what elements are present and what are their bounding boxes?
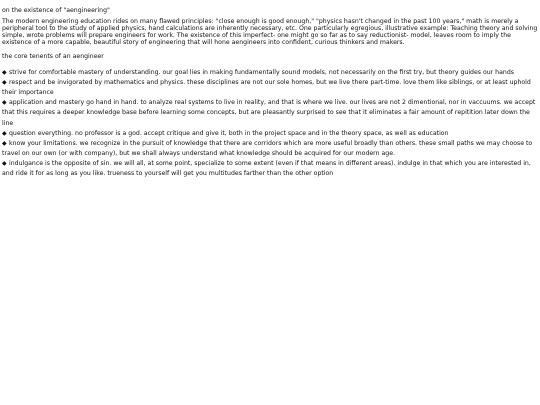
intro-paragraph: The modern engineering education rides on many flawed principles: "close enough is good enough," "physics hasn't changed in the past 100 years," math is merely a peripheral tool to the study of applied physics, hand calculations are inherently necessary, etc. One particularly egregious, illustrative example: Teaching theory and solving simple, wrote problems will prepare engineers for work. The existence of this imperfect- one might go so far as to say reductionist- model, leaves room to imply the existence of a more capable, beautiful story of engineering that will hone aengineers into confident, curious thinkers and makers. bbox=[2, 18, 538, 46]
tenets-list bbox=[2, 68, 538, 179]
tenet-text: know your limitations. we recognize in the pursuit of knowledge that there are corridors which are more useful broadly than others. these small paths we may choose to travel on our own (or with company), but we shall always understand what knowledge should be acquired for our modern age. bbox=[2, 139, 533, 157]
diamond-bullet-icon: ◆ bbox=[2, 79, 7, 87]
tenet-text: strive for comfortable mastery of understanding. our goal lies in making fundamentally sound models, not necessarily on the first try, but theory guides our hands bbox=[9, 69, 514, 77]
tenet-item bbox=[2, 98, 538, 128]
tenet-item bbox=[2, 159, 538, 179]
tenets-heading: the core tenents of an aengineer bbox=[2, 52, 104, 60]
tenet-text: question everything. no professor is a god. accept critique and give it, both in the project space and in the theory space, as well as education bbox=[9, 129, 449, 137]
tenet-text: application and mastery go hand in hand. to analyze real systems to live in reality, and that is where we live. our lives are not 2 dimentional, nor in vaccuums. we accept that this requires a deeper knowledge base before learning some concepts, but are pleasantly surprised to see that it eliminates a fair amount of repitition later down the line bbox=[2, 99, 536, 127]
tenet-text: respect and be invigorated by mathematics and physics. these disciplines are not our sole homes, but we live there part-time. love them like siblings, or at least uphold their importance bbox=[2, 79, 531, 97]
diamond-bullet-icon: ◆ bbox=[2, 129, 7, 137]
diamond-bullet-icon: ◆ bbox=[2, 99, 7, 107]
tenet-text: indulgance is the opposite of sin. we will all, at some point, specialize to some extent (even if that means in different areas). indulge in that which you are interested in, and ride it for as long as you like. trueness to yourself will get you multitudes farther than the other option bbox=[2, 159, 531, 177]
diamond-bullet-icon: ◆ bbox=[2, 69, 7, 77]
tenet-item bbox=[2, 78, 538, 98]
tenet-item bbox=[2, 129, 538, 139]
diamond-bullet-icon: ◆ bbox=[2, 139, 7, 147]
diamond-bullet-icon: ◆ bbox=[2, 159, 7, 167]
tenet-item bbox=[2, 139, 538, 159]
document-title: on the existence of "aengineering" bbox=[2, 7, 110, 14]
tenet-item bbox=[2, 68, 538, 78]
